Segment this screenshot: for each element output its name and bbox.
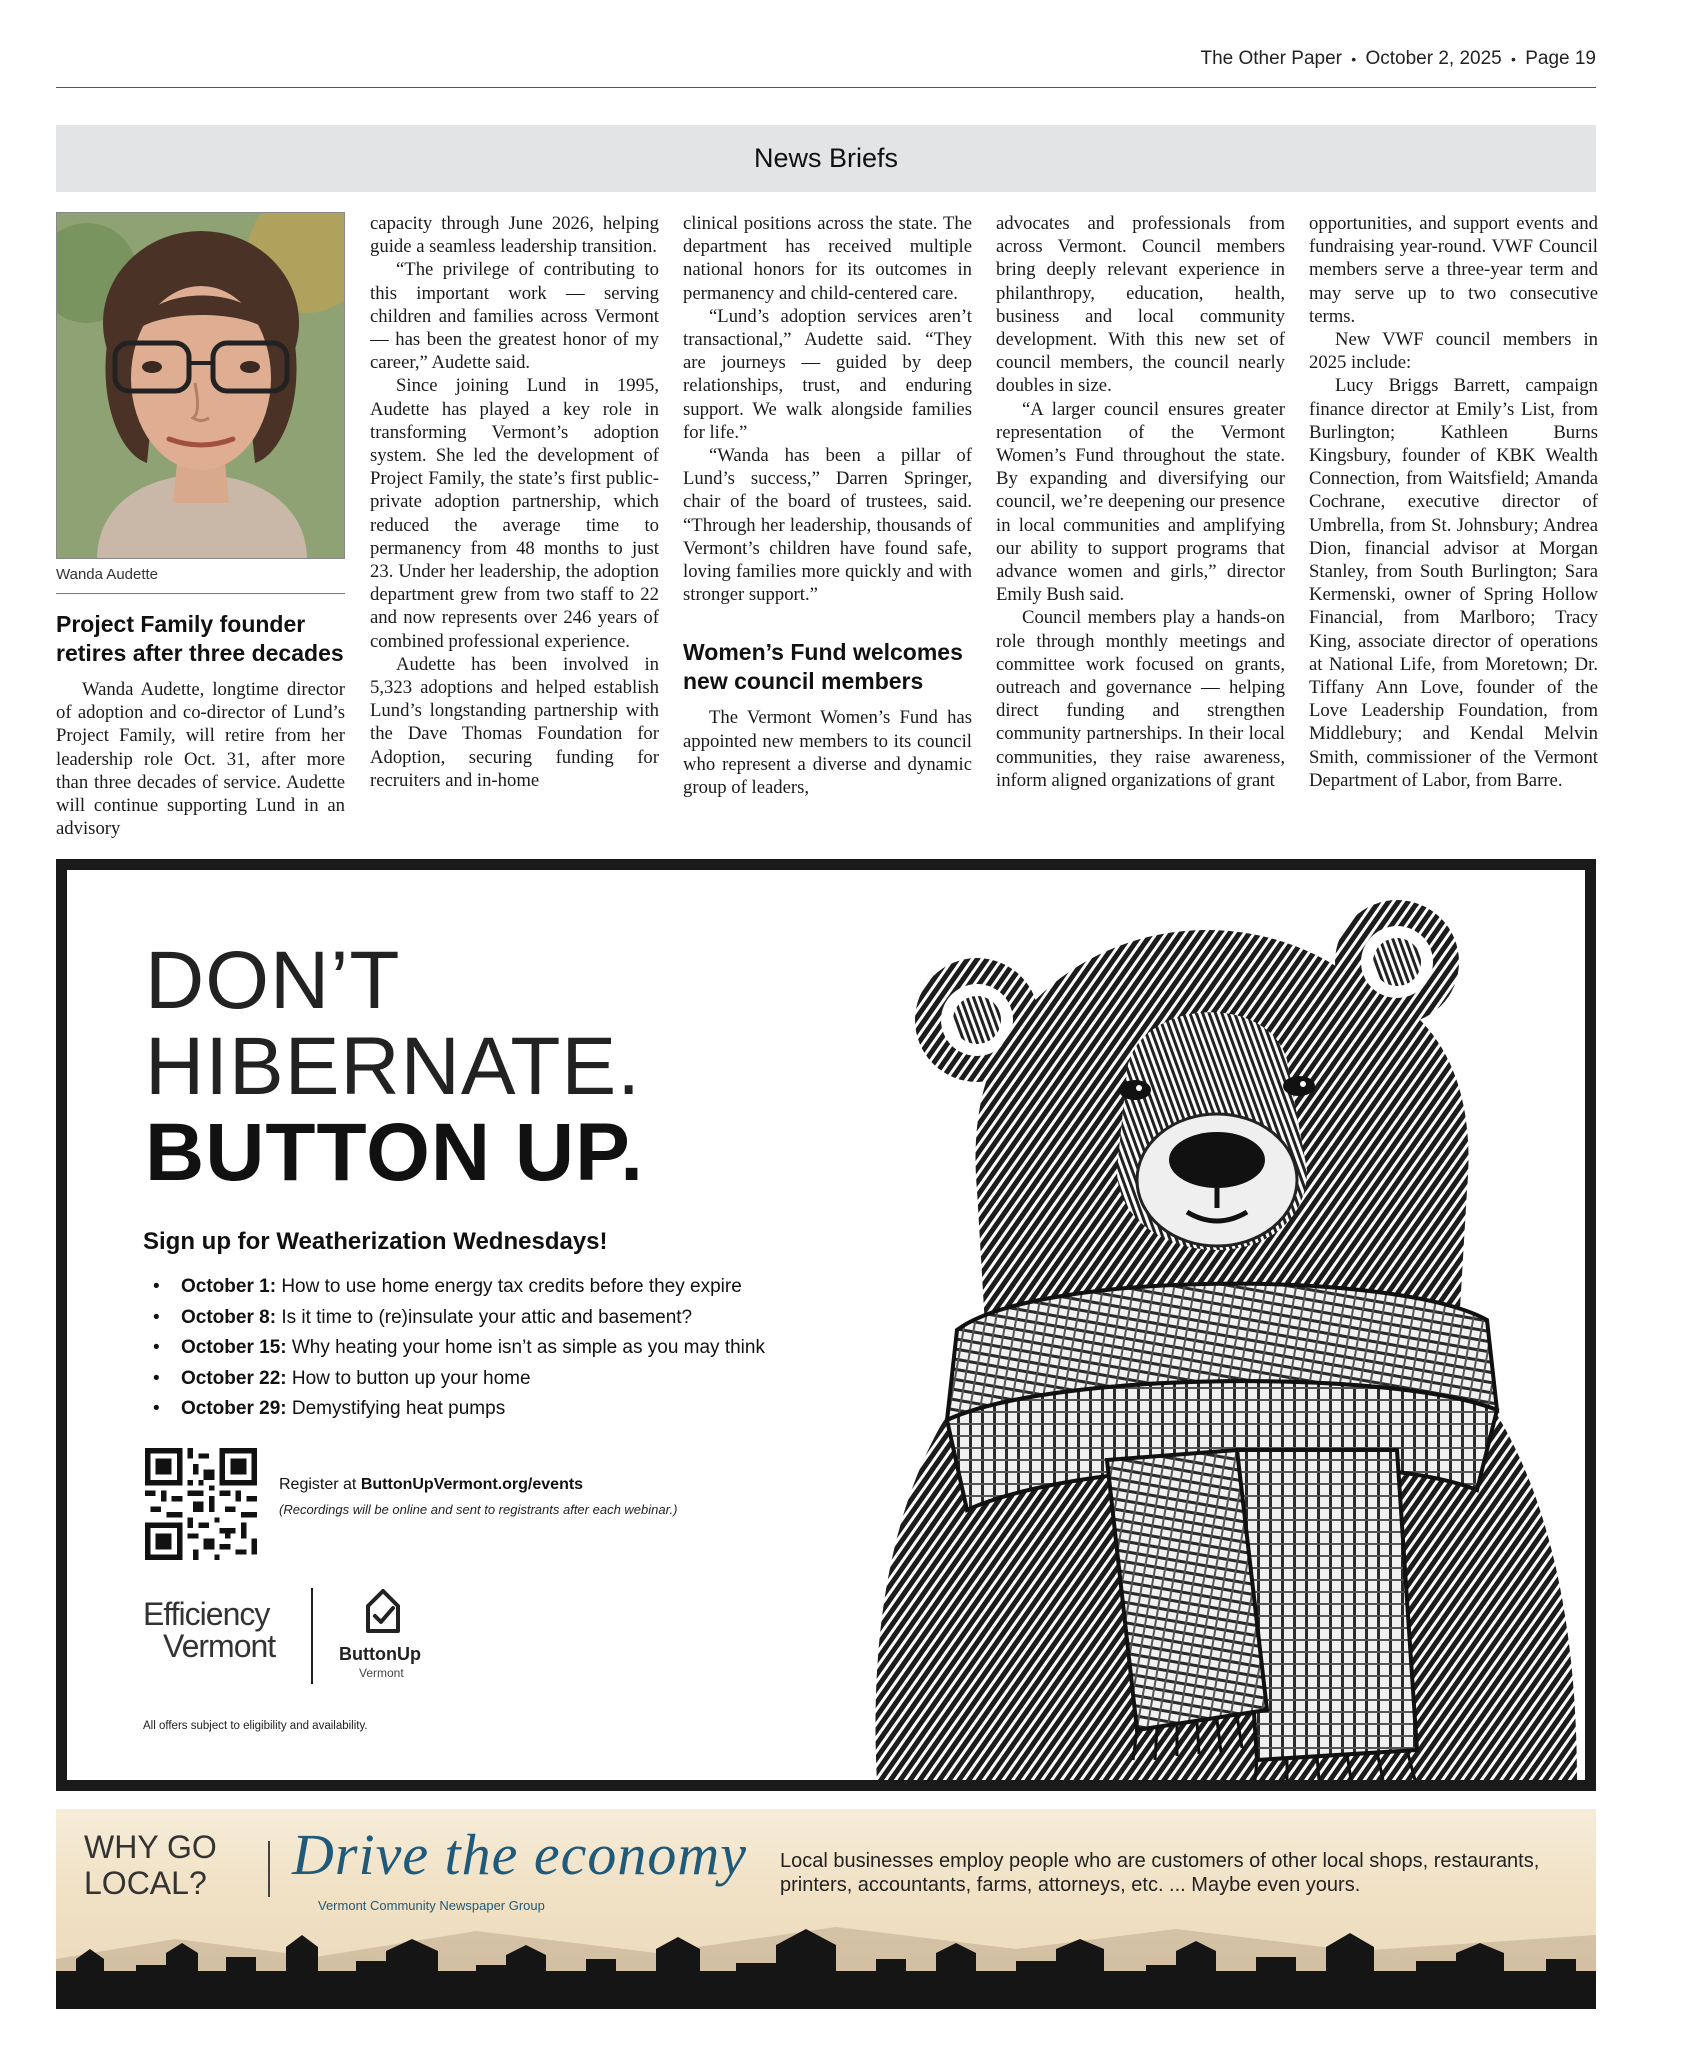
bear-illustration [837,890,1596,1782]
paragraph: opportunities, and support events and fundraising year-round. VWF Council members serve a three-year term and may serve up to two consecutive terms. [1309,213,1598,327]
paragraph: clinical positions across the state. The department has received multiple national honors for its outcomes in permanency and child-centered care. [683,213,972,304]
register-prefix: Register at [279,1476,357,1493]
register-line [279,1476,583,1494]
banner-divider [268,1841,270,1897]
paragraph: Council members play a hands-on role through monthly meetings and committee work focused on grants, outreach and governance — helping direct funding and strengthen community partnerships. In their local communities, they raise awareness, inform aligned organizations of grant [996,607,1285,791]
paragraph: “The privilege of contributing to this important work — serving children and families across Vermont — has been the greatest honor of my career,” Audette said. [370,259,659,374]
house-check-icon [363,1586,403,1636]
issue-date: October 2, 2025 [1365,48,1502,69]
ad-headline-line: HIBERNATE. [145,1021,641,1112]
article-column-5 [1309,212,1598,844]
running-head [56,48,1596,88]
paragraph: advocates and professionals from across Vermont. Council members bring deeply relevant experience in philanthropy, education, health, business and local community development. With this new set of council members, the council nearly doubles in size. [996,213,1285,397]
ad-headline-line: DON’T [145,935,401,1026]
banner-copy: Local businesses employ people who are customers of other local shops, restaurants, printers, accountants, farms, attorneys, etc. ... Maybe even yours. [780,1850,1540,1896]
ad-subheading: Sign up for Weatherization Wednesdays! [143,1228,608,1255]
ad-headline [145,935,645,1198]
session-item [153,1272,765,1303]
recordings-note: (Recordings will be online and sent to registrants after each webinar.) [279,1502,678,1517]
publication-name: The Other Paper [1200,48,1342,69]
logo-divider [311,1588,313,1684]
session-topic: Demystifying heat pumps [291,1398,506,1419]
weatherization-ad [56,859,1596,1791]
paragraph: New VWF council members in 2025 include: [1309,329,1598,374]
article-column-1 [56,610,345,842]
paragraph: capacity through June 2026, helping guide a seamless leadership transition. [370,213,659,258]
fine-print: All offers subject to eligibility and availability. [143,1720,368,1732]
qr-code[interactable] [145,1448,257,1560]
photo-caption: Wanda Audette [56,566,345,594]
session-item [153,1333,765,1364]
paragraph: Lucy Briggs Barrett, campaign finance director at Emily’s List, from Burlington; Kathleen Burns Kingsbury, founder of KBK Wealth Connection, from Waitsfield; Amanda Cochrane, executive director of Umbrella, from St. Johnsbury; Andrea Dion, financial advisor at Morgan Stanley, from South Burlington; Sara Kermenski, owner of Spring Hollow Financial, from Marlboro; Tracy King, associate director of operations at National Life, from Moretown; Dr. Tiffany Ann Love, founder of the Love Leadership Foundation, from Middlebury; and Kendal Melvin Smith, commissioner of the Vermont Department of Labor, from Barre. [1309,375,1598,791]
session-list [153,1272,765,1425]
separator: • [1511,51,1516,67]
efficiency-vermont-logo [143,1598,275,1662]
session-date: October 22: [181,1367,287,1389]
article-column-3 [683,212,972,844]
article-column-2 [370,212,659,844]
paragraph: The Vermont Women’s Fund has appointed new members to its council who represent a diverse and dynamic group of leaders, [683,707,972,799]
session-topic: Is it time to (re)insulate your attic and basement? [281,1306,693,1328]
article-headline: Women’s Fund welcomes new council members [683,639,963,695]
section-title: News Briefs [56,125,1596,192]
paragraph: “Lund’s adoption services aren’t transactional,” Audette said. “They are journeys — guided by deep relationships, trust, and enduring support. We walk alongside families for life.” [683,305,972,443]
session-date: October 8: [181,1306,277,1328]
article-headline: Project Family founder retires after three decades [56,611,344,666]
session-item [153,1303,765,1334]
session-item [153,1394,765,1425]
paragraph: Audette has been involved in 5,323 adoptions and helped establish Lund’s longstanding partnership with the Dave Thomas Foundation for Adoption, securing funding for recruiters and in-home [370,653,659,791]
why-go-local-banner [56,1809,1596,2009]
session-date: October 29: [181,1398,287,1419]
why-line: LOCAL? [84,1865,207,1901]
portrait-illustration [57,213,345,559]
town-skyline-illustration [56,1909,1596,2009]
session-item [153,1364,765,1395]
session-topic: How to use home energy tax credits before they expire [281,1276,742,1297]
article-column-4 [996,212,1285,844]
efficiency-logo-line: Efficiency [143,1596,270,1632]
why-line: WHY GO [84,1829,217,1865]
session-topic: Why heating your home isn’t as simple as you may think [291,1337,765,1358]
ad-headline-line: BUTTON UP. [145,1107,645,1198]
separator: • [1351,51,1357,67]
buttonup-logo-text: ButtonUp [339,1644,421,1664]
buttonup-logo-subtext: Vermont [359,1666,404,1680]
why-go-local-text [84,1829,217,1901]
paragraph: Since joining Lund in 1995, Audette has played a key role in transforming Vermont’s adoption system. She led the development of Project Family, the state’s first public-private adoption partnership, which reduced the average time to permanency from 48 months to just 23. Under her leadership, the adoption department grew from two staff to 22 and now represents over 246 years of combined professional experience. [370,375,659,652]
register-url[interactable]: ButtonUpVermont.org/events [360,1476,584,1493]
page-number: Page 19 [1525,48,1596,69]
paragraph: “A larger council ensures greater representation of the Vermont Women’s Fund throughout the state. By expanding and diversifying our council, we’re deepening our presence in local communities and amplifying our ability to support programs that advance women and girls,” director Emily Bush said. [996,398,1285,606]
session-date: October 1: [181,1276,277,1297]
portrait-photo [56,212,345,559]
paragraph: “Wanda has been a pillar of Lund’s success,” Darren Springer, chair of the board of trustees, said. “Through her leadership, thousands of Vermont’s children have found safe, loving families more quickly and with stronger support.” [683,445,972,606]
paragraph: Wanda Audette, longtime director of adoption and co-director of Lund’s Project Family, will retire from her leadership role Oct. 31, after more than three decades of service. Audette will continue supporting Lund in an advisory [56,679,345,840]
banner-slogan: Drive the economy [292,1822,748,1887]
newspaper-group-name: Vermont Community Newspaper Group [318,1898,545,1913]
session-topic: How to button up your home [291,1367,531,1389]
session-date: October 15: [181,1337,287,1358]
efficiency-logo-line: Vermont [163,1628,276,1664]
